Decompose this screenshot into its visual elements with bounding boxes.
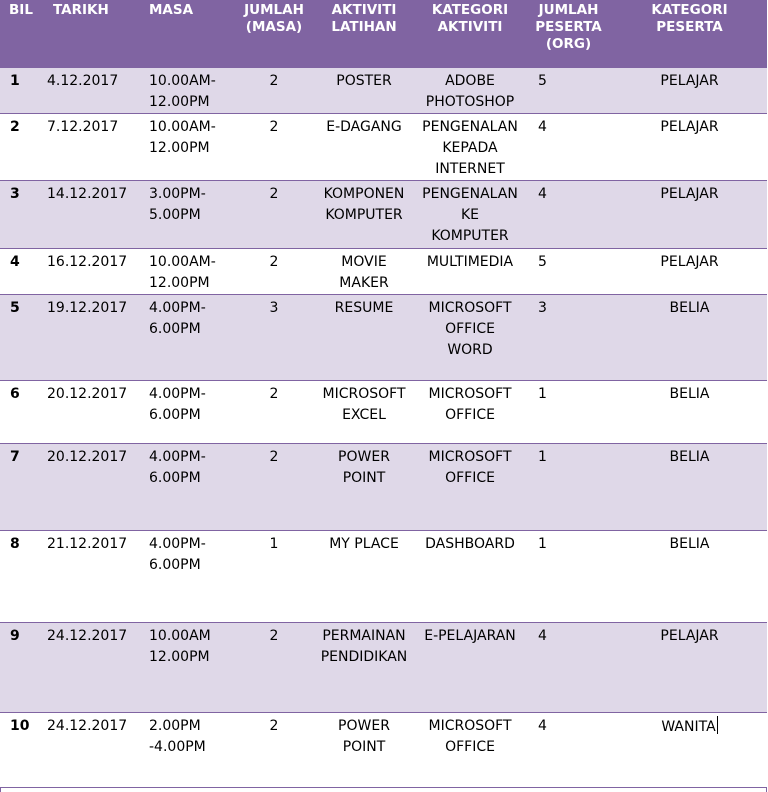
cell-kategori-aktiviti: MULTIMEDIA [415,249,525,295]
table-row [0,68,767,114]
cell-aktiviti: POWER POINT [313,713,415,788]
cell-kategori-aktiviti: PENGENALAN KE KOMPUTER [415,181,525,249]
cell-aktiviti: E-DAGANG [313,114,415,181]
cell-bil: 3 [0,181,37,249]
cell-bil: 1 [0,68,37,114]
cell-jumlah-peserta: 4 [525,181,612,249]
cell-masa: 3.00PM- 5.00PM [137,181,235,249]
cell-jumlah-peserta: 4 [525,114,612,181]
cell-masa: 10.00AM- 12.00PM [137,114,235,181]
table-row [0,181,767,249]
cell-kategori-aktiviti: E-PELAJARAN [415,623,525,713]
header-jumlah-peserta: JUMLAH PESERTA (ORG) [525,0,612,68]
cell-jumlah-masa: 2 [235,249,313,295]
cell-jumlah-masa: 2 [235,623,313,713]
cell-tarikh: 20.12.2017 [37,381,137,444]
table-row [0,114,767,181]
table-row [0,249,767,295]
cell-jumlah-masa: 2 [235,713,313,788]
cell-kategori-aktiviti: MICROSOFT OFFICE WORD [415,295,525,381]
cell-jumlah-peserta: 1 [525,444,612,531]
cell-bil: 8 [0,531,37,623]
cell-jumlah-masa: 2 [235,381,313,444]
cell-aktiviti: MOVIE MAKER [313,249,415,295]
cell-tarikh: 4.12.2017 [37,68,137,114]
cell-jumlah-masa: 1 [235,531,313,623]
header-masa: MASA [137,0,235,68]
table-row [0,713,767,788]
cell-masa: 10.00AM 12.00PM [137,623,235,713]
cell-kategori-peserta-text: WANITA [661,719,716,735]
cell-jumlah-peserta: 1 [525,531,612,623]
cell-jumlah-masa: 2 [235,114,313,181]
cell-jumlah-peserta: 5 [525,249,612,295]
cell-tarikh: 7.12.2017 [37,114,137,181]
table-row [0,623,767,713]
cell-kategori-aktiviti: MICROSOFT OFFICE [415,444,525,531]
cell-jumlah-peserta: 3 [525,295,612,381]
cell-jumlah-masa: 2 [235,68,313,114]
cell-kategori-peserta: PELAJAR [612,68,767,114]
cell-masa: 4.00PM- 6.00PM [137,531,235,623]
cell-kategori-aktiviti: PENGENALAN KEPADA INTERNET [415,114,525,181]
table-row [0,381,767,444]
cell-kategori-peserta: PELAJAR [612,181,767,249]
cell-masa: 4.00PM- 6.00PM [137,295,235,381]
cell-aktiviti: MY PLACE [313,531,415,623]
cell-masa: 4.00PM- 6.00PM [137,381,235,444]
cell-jumlah-peserta: 1 [525,381,612,444]
cell-bil: 6 [0,381,37,444]
cell-kategori-aktiviti: DASHBOARD [415,531,525,623]
cell-tarikh: 14.12.2017 [37,181,137,249]
cell-kategori-peserta: BELIA [612,295,767,381]
cell-jumlah-masa: 2 [235,181,313,249]
cell-kategori-peserta: BELIA [612,381,767,444]
cell-tarikh: 20.12.2017 [37,444,137,531]
cell-kategori-peserta: PELAJAR [612,249,767,295]
cell-tarikh: 19.12.2017 [37,295,137,381]
cell-kategori-aktiviti: MICROSOFT OFFICE [415,381,525,444]
cell-kategori-peserta: BELIA [612,444,767,531]
header-kategori-aktiviti: KATEGORI AKTIVITI [415,0,525,68]
cell-jumlah-peserta: 5 [525,68,612,114]
text-cursor [717,716,718,734]
cell-tarikh: 24.12.2017 [37,623,137,713]
cell-bil: 4 [0,249,37,295]
header-kategori-peserta: KATEGORI PESERTA [612,0,767,68]
cell-aktiviti: MICROSOFT EXCEL [313,381,415,444]
cell-kategori-peserta[interactable] [612,713,767,788]
cell-kategori-aktiviti: ADOBE PHOTOSHOP [415,68,525,114]
cell-masa: 10.00AM- 12.00PM [137,249,235,295]
header-aktiviti-latihan: AKTIVITI LATIHAN [313,0,415,68]
cell-kategori-peserta: PELAJAR [612,623,767,713]
cell-kategori-peserta: PELAJAR [612,114,767,181]
table-header-row [0,0,767,68]
cell-aktiviti: POSTER [313,68,415,114]
cell-kategori-aktiviti: MICROSOFT OFFICE [415,713,525,788]
cell-bil: 7 [0,444,37,531]
cell-masa: 4.00PM- 6.00PM [137,444,235,531]
cell-tarikh: 16.12.2017 [37,249,137,295]
cell-bil: 9 [0,623,37,713]
header-tarikh: TARIKH [37,0,137,68]
cell-masa: 10.00AM- 12.00PM [137,68,235,114]
cell-bil: 2 [0,114,37,181]
table-row [0,295,767,381]
cell-masa: 2.00PM -4.00PM [137,713,235,788]
cell-jumlah-peserta: 4 [525,623,612,713]
cell-tarikh: 21.12.2017 [37,531,137,623]
cell-kategori-peserta: BELIA [612,531,767,623]
header-bil: BIL [0,0,37,68]
cell-aktiviti: POWER POINT [313,444,415,531]
cell-jumlah-peserta: 4 [525,713,612,788]
table-row [0,444,767,531]
cell-aktiviti: KOMPONEN KOMPUTER [313,181,415,249]
cell-bil: 10 [0,713,37,788]
cell-jumlah-masa: 2 [235,444,313,531]
cell-aktiviti: RESUME [313,295,415,381]
cell-jumlah-masa: 3 [235,295,313,381]
header-jumlah-masa: JUMLAH (MASA) [235,0,313,68]
cell-tarikh: 24.12.2017 [37,713,137,788]
table-row [0,531,767,623]
cell-bil: 5 [0,295,37,381]
cell-aktiviti: PERMAINAN PENDIDIKAN [313,623,415,713]
